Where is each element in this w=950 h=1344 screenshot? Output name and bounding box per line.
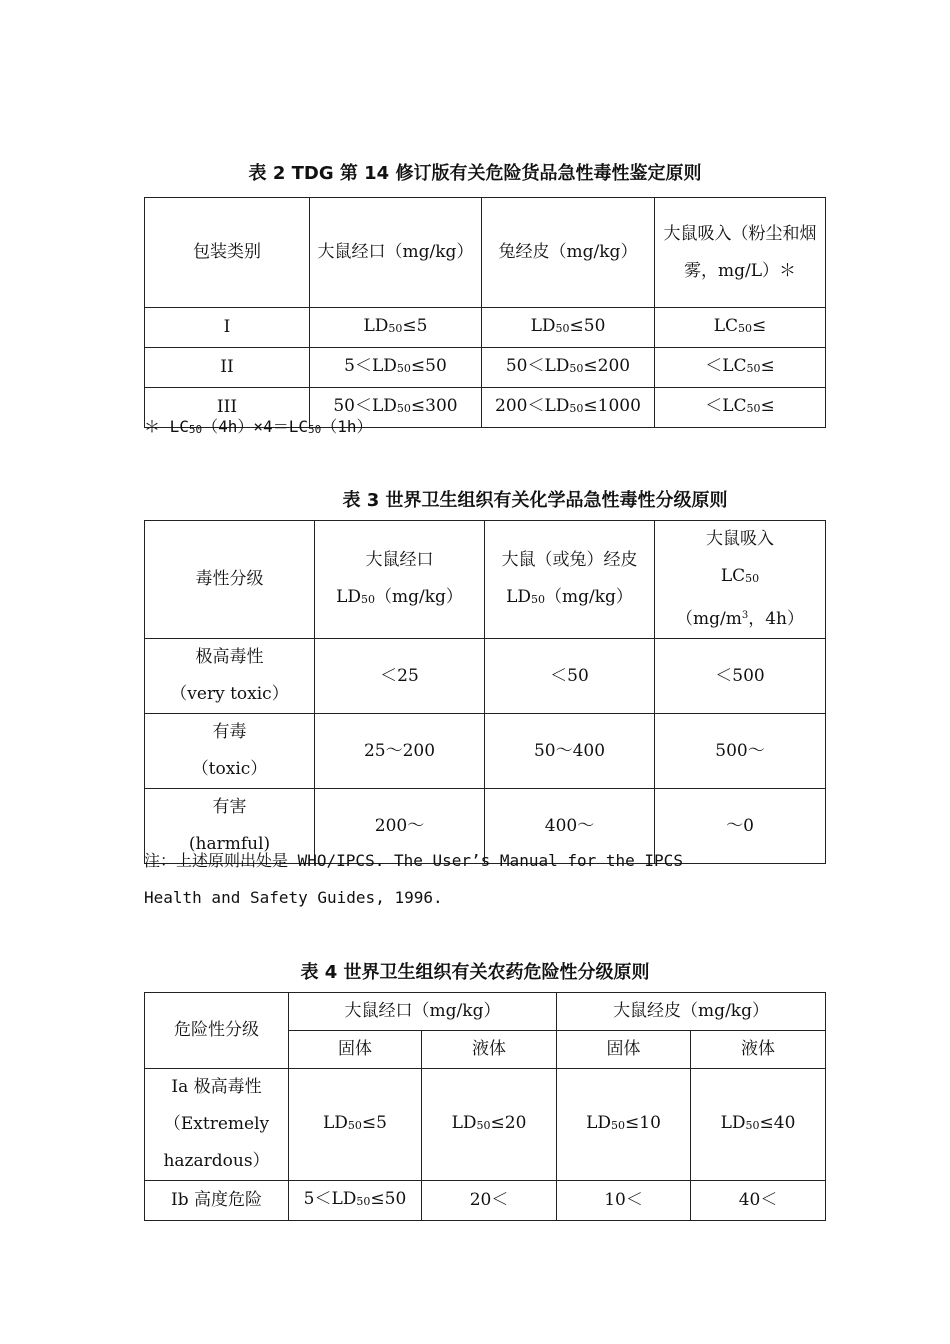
table3-cell: ＜25 (315, 639, 485, 714)
table4-cell: 20＜ (422, 1181, 557, 1221)
table4-cell: LD50≤20 (422, 1069, 557, 1181)
table2-caption: 表 2 TDG 第 14 修订版有关危险货品急性毒性鉴定原则 (248, 163, 702, 184)
table3-cell: 500～ (655, 714, 826, 789)
table3-header-dermal: 大鼠（或兔）经皮 LD50（mg/kg） (485, 521, 655, 639)
table3-cell: ＜500 (655, 639, 826, 714)
table-row (145, 1069, 826, 1181)
table3-cell: 400～ (485, 789, 655, 864)
table-row (145, 714, 826, 789)
table3-cell: ～0 (655, 789, 826, 864)
table2-cell: ＜LC50≤ (655, 388, 826, 428)
table2-cell: 200＜LD50≤1000 (482, 388, 655, 428)
table2-cell: 50＜LD50≤300 (310, 388, 482, 428)
table4-class-cell: Ia 极高毒性 （Extremely hazardous） (145, 1069, 289, 1181)
table4-header-rat-dermal: 大鼠经皮（mg/kg） (557, 993, 826, 1031)
table4-class-cell: Ib 高度危险 (145, 1181, 289, 1221)
table3-class-cell: 有害 (harmful) (145, 789, 315, 864)
table2 (144, 197, 826, 428)
table4-subheader-solid: 固体 (289, 1031, 422, 1069)
table3-cell: ＜50 (485, 639, 655, 714)
table4-header-rat-oral: 大鼠经口（mg/kg） (289, 993, 557, 1031)
table4-cell: LD50≤40 (691, 1069, 826, 1181)
table4-header-row (145, 993, 826, 1031)
table-row (145, 348, 826, 388)
table2-footnote: ＊ LC50（4h）×4＝LC50（1h） (144, 417, 373, 436)
table3-class-cell: 极高毒性 （very toxic） (145, 639, 315, 714)
table4-cell: 5＜LD50≤50 (289, 1181, 422, 1221)
table4 (144, 992, 826, 1221)
table2-header-rat-oral: 大鼠经口（mg/kg） (310, 198, 482, 308)
table4-cell: 40＜ (691, 1181, 826, 1221)
table3-caption: 表 3 世界卫生组织有关化学品急性毒性分级原则 (342, 490, 728, 511)
table4-caption: 表 4 世界卫生组织有关农药危险性分级原则 (300, 962, 650, 983)
table2-cell: III (145, 388, 310, 428)
table4-cell: LD50≤10 (557, 1069, 691, 1181)
table2-header-rabbit-dermal: 兔经皮（mg/kg） (482, 198, 655, 308)
table2-cell: I (145, 308, 310, 348)
table3-class-cell: 有毒 （toxic） (145, 714, 315, 789)
table3-header-rat-inhalation: 大鼠吸入 $LC50(mg/m^3$，4h） (655, 521, 826, 639)
table3-note: 注：上述原则出处是 WHO/IPCS. The User’s Manual for the IPCS Health and Safety Guides, 1996. (144, 851, 683, 907)
table2-header-packing-group: 包装类别 (145, 198, 310, 308)
table3-header-toxicity-class: 毒性分级 (145, 521, 315, 639)
table2-cell: LD50≤5 (310, 308, 482, 348)
table4-subheader-solid: 固体 (557, 1031, 691, 1069)
table-row (145, 639, 826, 714)
table3-cell: 200～ (315, 789, 485, 864)
table-row (145, 1181, 826, 1221)
table2-cell: 50＜LD50≤200 (482, 348, 655, 388)
table3-cell: 25～200 (315, 714, 485, 789)
table2-cell: LD50≤50 (482, 308, 655, 348)
table4-cell: 10＜ (557, 1181, 691, 1221)
table3-cell: 50～400 (485, 714, 655, 789)
table4-subheader-liquid: 液体 (422, 1031, 557, 1069)
table3-header-row (145, 521, 826, 639)
table4-cell: LD50≤5 (289, 1069, 422, 1181)
table4-subheader-liquid: 液体 (691, 1031, 826, 1069)
table3 (144, 520, 826, 864)
table4-header-hazard-class: 危险性分级 (145, 993, 289, 1069)
table2-cell: II (145, 348, 310, 388)
table-row (145, 308, 826, 348)
table2-cell: 5＜LD50≤50 (310, 348, 482, 388)
table3-header-rat-oral: 大鼠经口 LD50（mg/kg） (315, 521, 485, 639)
table2-cell: LC50≤ (655, 308, 826, 348)
table2-cell: ＜LC50≤ (655, 348, 826, 388)
table2-header-row (145, 198, 826, 308)
table2-header-rat-inhalation: 大鼠吸入（粉尘和烟雾，mg/L）＊ (655, 198, 826, 308)
